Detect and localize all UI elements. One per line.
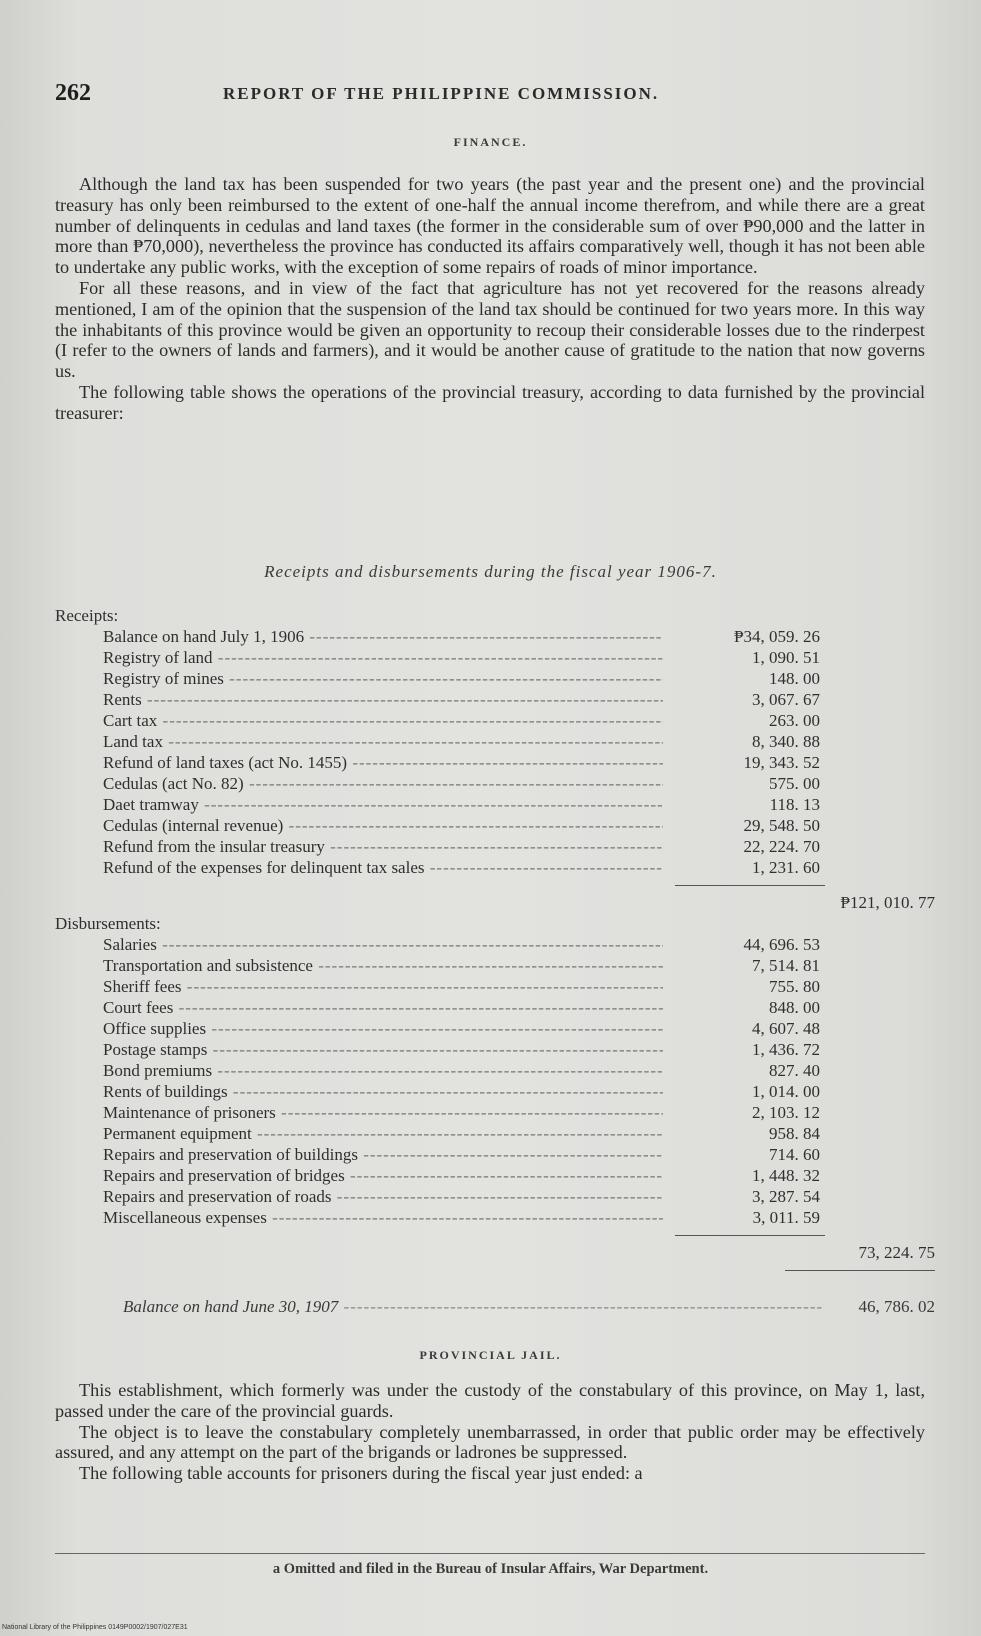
balance-label: Balance on hand June 30, 1907 ----- [123, 1297, 823, 1317]
table-row [55, 815, 935, 836]
table-row [55, 1102, 935, 1123]
row-amount: 1, 014. 00 [752, 1082, 820, 1101]
balance-row [55, 1297, 935, 1321]
table-row [55, 752, 935, 773]
row-label: Rents ----- [103, 689, 663, 710]
finance-paragraph: Although the land tax has been suspended for two years (the past year and the present one) and the provincial treasury has only been reimbursed to the extent of one-half the annual income therefrom, and while there are a great number of delinquents in cedulas and land taxes (the former in the considerable sum of over ₱90,000 and the latter in more than ₱70,000), nevertheless the province has conducted its affairs comparatively well, though it has not been able to undertake any public works, with the exception of some repairs of roads of minor importance. [55, 174, 925, 278]
table-row [55, 1165, 935, 1186]
row-label: Daet tramway ----- [103, 794, 663, 815]
row-amount: 1, 436. 72 [752, 1040, 820, 1059]
page-number: 262 [55, 80, 91, 106]
row-amount: 7, 514. 81 [752, 956, 820, 975]
treasury-table [55, 605, 935, 1277]
row-amount: 848. 00 [769, 998, 820, 1017]
row-label: Bond premiums ----- [103, 1060, 663, 1081]
row-amount: 1, 231. 60 [752, 858, 820, 877]
table-row [55, 794, 935, 815]
table-row [55, 668, 935, 689]
finance-paragraph: The following table shows the operations of the provincial treasury, according to data furnished by the provincial treasurer: [55, 381, 925, 423]
jail-paragraph: The following table accounts for prisoners during the fiscal year just ended: a [79, 1463, 643, 1484]
row-label: Registry of land ----- [103, 647, 663, 668]
jail-paragraph: The object is to leave the constabulary completely unembarrassed, in order that public order may be effectively assured, and any attempt on the part of the brigands or ladrones be suppressed. [55, 1421, 925, 1463]
section-heading-finance: FINANCE. [453, 135, 528, 149]
table-row [55, 1207, 935, 1228]
row-label: Rents of buildings ----- [103, 1081, 663, 1102]
row-amount: 3, 287. 54 [752, 1187, 820, 1206]
row-amount: 148. 00 [769, 669, 820, 688]
row-amount: 22, 224. 70 [743, 837, 820, 856]
table-row [55, 1018, 935, 1039]
section-heading-jail: PROVINCIAL JAIL. [419, 1348, 562, 1362]
table-row [55, 1186, 935, 1207]
row-label: Repairs and preservation of bridges ----- [103, 1165, 663, 1186]
row-label: Maintenance of prisoners ----- [103, 1102, 663, 1123]
table-row [55, 773, 935, 794]
archive-note: National Library of the Philippines 0149P0002/1907/027E31 [2, 1624, 188, 1631]
row-label: Refund of the expenses for delinquent tax sales ----- [103, 857, 663, 878]
row-label: Registry of mines ----- [103, 668, 663, 689]
row-amount: 1, 448. 32 [752, 1166, 820, 1185]
page-header [55, 80, 925, 110]
row-amount: ₱34, 059. 26 [734, 627, 820, 646]
row-amount: 827. 40 [769, 1061, 820, 1080]
subtotal-rule [55, 878, 935, 892]
table-row [55, 731, 935, 752]
finance-paragraph: For all these reasons, and in view of the fact that agriculture has not yet recovered for the reasons already mentioned, I am of the opinion that the suspension of the land tax should be continued for two years more. In this way the inhabitants of this province would be given an opportunity to recoup their considerable losses due to the rinderpest (I refer to the owners of lands and farmers), and it would be another cause of gratitude to the nation that now governs us. [55, 277, 925, 382]
table-row [55, 1060, 935, 1081]
jail-text [55, 1380, 925, 1484]
table-row [55, 1039, 935, 1060]
footnote: a Omitted and filed in the Bureau of Insular Affairs, War Department. [272, 1561, 709, 1577]
row-label: Sheriff fees ----- [103, 976, 663, 997]
row-amount: 19, 343. 52 [743, 753, 820, 772]
table-row [55, 857, 935, 878]
table-caption: Receipts and disbursements during the fiscal year 1906-7. [264, 562, 717, 581]
row-label: Office supplies ----- [103, 1018, 663, 1039]
table-row [55, 934, 935, 955]
table-row [55, 1144, 935, 1165]
disbursements-list [55, 934, 935, 1228]
row-amount: 8, 340. 88 [752, 732, 820, 751]
row-amount: 263. 00 [769, 711, 820, 730]
disbursements-label: Disbursements: [55, 914, 161, 933]
row-label: Land tax ----- [103, 731, 663, 752]
row-amount: 3, 067. 67 [752, 690, 820, 709]
finance-text [55, 174, 925, 424]
receipts-total-row [55, 892, 935, 913]
table-row [55, 976, 935, 997]
jail-paragraph: This establishment, which formerly was under the custody of the constabulary of this province, on May 1, last, passed under the care of the provincial guards. [55, 1380, 925, 1421]
row-amount: 755. 80 [769, 977, 820, 996]
row-amount: 575. 00 [769, 774, 820, 793]
table-row [55, 1123, 935, 1144]
row-label: Permanent equipment ----- [103, 1123, 663, 1144]
row-label: Balance on hand July 1, 1906 ----- [103, 626, 663, 647]
row-amount: 44, 696. 53 [743, 935, 820, 954]
row-label: Refund from the insular treasury ----- [103, 836, 663, 857]
table-row [55, 647, 935, 668]
table-row [55, 955, 935, 976]
table-row [55, 626, 935, 647]
disbursements-total: 73, 224. 75 [858, 1243, 935, 1262]
table-row [55, 1081, 935, 1102]
table-row [55, 710, 935, 731]
row-label: Salaries ----- [103, 934, 663, 955]
subtotal-rule [55, 1228, 935, 1242]
row-amount: 714. 60 [769, 1145, 820, 1164]
receipts-total: ₱121, 010. 77 [840, 893, 935, 912]
table-row [55, 836, 935, 857]
table-row [55, 997, 935, 1018]
row-amount: 3, 011. 59 [752, 1208, 820, 1227]
row-label: Transportation and subsistence ----- [103, 955, 663, 976]
table-row [55, 689, 935, 710]
total-rule [55, 1263, 935, 1277]
row-label: Repairs and preservation of buildings ----- [103, 1144, 663, 1165]
row-label: Repairs and preservation of roads ----- [103, 1186, 663, 1207]
row-amount: 118. 13 [769, 795, 820, 814]
row-amount: 29, 548. 50 [743, 816, 820, 835]
receipts-list [55, 626, 935, 878]
row-label: Cedulas (act No. 82) ----- [103, 773, 663, 794]
row-amount: 958. 84 [769, 1124, 820, 1143]
row-label: Postage stamps ----- [103, 1039, 663, 1060]
row-label: Miscellaneous expenses ----- [103, 1207, 663, 1228]
footnote-rule [55, 1553, 925, 1554]
row-label: Refund of land taxes (act No. 1455) ----- [103, 752, 663, 773]
row-amount: 1, 090. 51 [752, 648, 820, 667]
balance-total: 46, 786. 02 [858, 1297, 935, 1316]
row-amount: 2, 103. 12 [752, 1103, 820, 1122]
row-amount: 4, 607. 48 [752, 1019, 820, 1038]
receipts-label: Receipts: [55, 606, 119, 625]
row-label: Court fees ----- [103, 997, 663, 1018]
row-label: Cart tax ----- [103, 710, 663, 731]
row-label: Cedulas (internal revenue) ----- [103, 815, 663, 836]
running-head: REPORT OF THE PHILIPPINE COMMISSION. [223, 84, 660, 103]
disbursements-total-row [55, 1242, 935, 1263]
